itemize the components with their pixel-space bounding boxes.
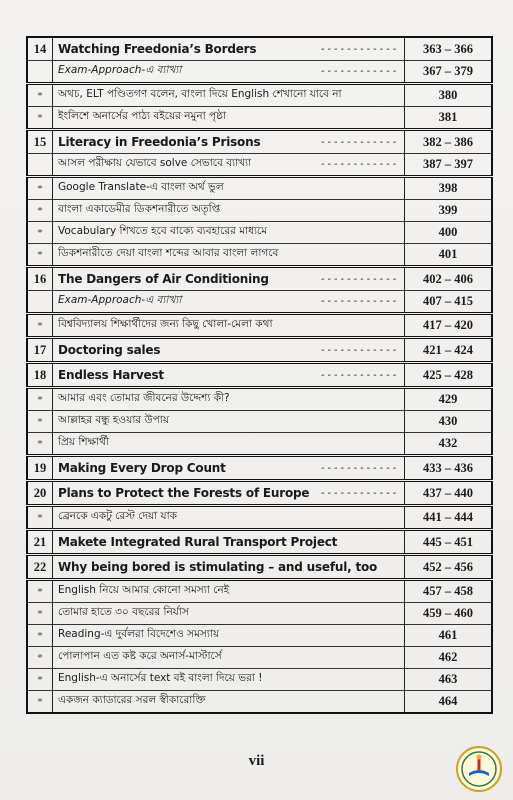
toc-row-number: * <box>27 580 53 603</box>
toc-row <box>27 107 492 130</box>
toc-row <box>27 222 492 244</box>
toc-row-title-cell <box>53 530 405 555</box>
toc-row-title: পোলাপান এত কষ্ট করে অনার্স-মাস্টার্সে <box>58 650 222 662</box>
toc-row <box>27 154 492 177</box>
toc-row-pages: 417 – 420 <box>405 314 493 338</box>
toc-row-pages: 421 – 424 <box>405 338 493 363</box>
toc-row-number: * <box>27 647 53 669</box>
toc-row-title-cell <box>53 37 405 61</box>
toc-row-pages: 430 <box>405 411 493 433</box>
toc-row-title-cell <box>53 291 405 314</box>
toc-row-pages: 437 – 440 <box>405 481 493 506</box>
toc-body <box>27 37 492 713</box>
toc-row-pages: 464 <box>405 691 493 714</box>
toc-row-title-cell <box>53 411 405 433</box>
toc-row-title-cell <box>53 506 405 530</box>
toc-row-leader: ------------ <box>319 369 398 381</box>
toc-row-pages: 432 <box>405 433 493 456</box>
toc-row-number: * <box>27 244 53 267</box>
toc-row <box>27 200 492 222</box>
toc-row-pages: 367 – 379 <box>405 61 493 84</box>
toc-row-leader: ------------ <box>319 136 398 148</box>
toc-row <box>27 481 492 506</box>
toc-row-pages: 402 – 406 <box>405 267 493 291</box>
toc-row-title: আসল পরীক্ষায় যেভাবে solve সেভাবে ব্যাখ্যা <box>58 157 252 169</box>
toc-row-title: Exam-Approach-এ ব্যাখ্যা <box>58 294 182 306</box>
toc-row-title-cell <box>53 200 405 222</box>
toc-row-title-cell <box>53 363 405 388</box>
toc-row <box>27 37 492 61</box>
toc-row <box>27 177 492 200</box>
toc-row-title: ব্রেনকে একটু রেস্ট দেয়া যাক <box>58 510 177 522</box>
toc-row-title: Doctoring sales <box>58 343 161 357</box>
toc-row-pages: 399 <box>405 200 493 222</box>
table-of-contents <box>26 36 493 714</box>
toc-row-title-cell <box>53 267 405 291</box>
toc-row-title-cell <box>53 691 405 714</box>
toc-row-title: ইংলিশে অনার্সের পাঠ্য বইয়ের নমুনা পৃষ্ঠা <box>58 110 227 122</box>
toc-row-pages: 459 – 460 <box>405 603 493 625</box>
toc-row-number: 19 <box>27 456 53 481</box>
toc-row <box>27 691 492 714</box>
toc-row <box>27 555 492 580</box>
toc-row-number: 21 <box>27 530 53 555</box>
toc-row <box>27 625 492 647</box>
toc-row-title: The Dangers of Air Conditioning <box>58 272 269 286</box>
toc-row-number: 22 <box>27 555 53 580</box>
toc-row-title-cell <box>53 84 405 107</box>
toc-row-title: Making Every Drop Count <box>58 461 226 475</box>
toc-row-pages: 457 – 458 <box>405 580 493 603</box>
toc-row <box>27 411 492 433</box>
toc-row-title: Makete Integrated Rural Transport Project <box>58 535 338 549</box>
toc-row-number: * <box>27 625 53 647</box>
toc-row-leader: ------------ <box>319 296 398 307</box>
toc-row-title-cell <box>53 130 405 154</box>
toc-row-pages: 381 <box>405 107 493 130</box>
toc-row-title: আল্লাহর বন্ধু হওয়ার উপায় <box>58 414 170 426</box>
toc-row <box>27 433 492 456</box>
toc-row-leader: ------------ <box>319 487 398 499</box>
toc-row <box>27 267 492 291</box>
toc-row-title: Endless Harvest <box>58 368 164 382</box>
toc-row-number: * <box>27 314 53 338</box>
toc-row-number: * <box>27 388 53 411</box>
toc-row-leader: ------------ <box>319 344 398 356</box>
toc-row-title: ডিকশনারীতে দেয়া বাংলা শব্দের আবার বাংলা লাগবে <box>58 247 279 259</box>
toc-row-number: * <box>27 433 53 456</box>
toc-row <box>27 363 492 388</box>
toc-row-title: Exam-Approach-এ ব্যাখ্যা <box>58 64 182 76</box>
toc-row-title-cell <box>53 107 405 130</box>
toc-row-leader: ------------ <box>319 43 398 55</box>
toc-row-title-cell <box>53 481 405 506</box>
toc-row-number: 15 <box>27 130 53 154</box>
toc-row-pages: 363 – 366 <box>405 37 493 61</box>
toc-row-number <box>27 154 53 177</box>
toc-row-pages: 387 – 397 <box>405 154 493 177</box>
toc-row-pages: 425 – 428 <box>405 363 493 388</box>
toc-row-title: Why being bored is stimulating – and useful, too <box>58 560 378 574</box>
toc-row-number: * <box>27 411 53 433</box>
page-number: vii <box>248 753 265 769</box>
toc-row <box>27 647 492 669</box>
toc-row-title: বাংলা একাডেমীর ডিকশনারীতে অতৃপ্তি <box>58 203 221 215</box>
toc-row-title: Literacy in Freedonia’s Prisons <box>58 135 261 149</box>
toc-row-pages: 445 – 451 <box>405 530 493 555</box>
toc-row-title: Google Translate-এ বাংলা অর্থ ভুল <box>58 181 224 193</box>
toc-row-title-cell <box>53 61 405 84</box>
toc-row-title: প্রিয় শিক্ষার্থী <box>58 436 109 448</box>
toc-row-pages: 441 – 444 <box>405 506 493 530</box>
toc-row-leader: ------------ <box>319 66 398 77</box>
toc-row-leader: ------------ <box>319 159 398 170</box>
toc-row <box>27 669 492 691</box>
toc-row-title: Plans to Protect the Forests of Europe <box>58 486 310 500</box>
toc-row-title: তোমার হাতে ৩০ বছরের নির্যাস <box>58 606 189 618</box>
toc-row-title: English-এ অনার্সের text বই বাংলা দিয়ে ভরা ! <box>58 672 263 684</box>
toc-row-number: * <box>27 603 53 625</box>
toc-row-title: English নিয়ে আমার কোনো সমস্যা নেই <box>58 584 230 596</box>
toc-row-number: * <box>27 691 53 714</box>
toc-row-title: অথচ, ELT পণ্ডিতগণ বলেন, বাংলা দিয়ে English শেখানো যাবে না <box>58 88 342 100</box>
toc-row-pages: 382 – 386 <box>405 130 493 154</box>
toc-row <box>27 456 492 481</box>
toc-row <box>27 84 492 107</box>
toc-row-pages: 380 <box>405 84 493 107</box>
toc-row-pages: 452 – 456 <box>405 555 493 580</box>
toc-row-number: * <box>27 222 53 244</box>
toc-row <box>27 506 492 530</box>
toc-row-title-cell <box>53 669 405 691</box>
toc-row-pages: 463 <box>405 669 493 691</box>
toc-row <box>27 291 492 314</box>
toc-row-title-cell <box>53 647 405 669</box>
toc-row-title-cell <box>53 580 405 603</box>
toc-row <box>27 130 492 154</box>
toc-row-title-cell <box>53 456 405 481</box>
toc-row-number: 16 <box>27 267 53 291</box>
toc-row-pages: 407 – 415 <box>405 291 493 314</box>
toc-row-title: Vocabulary শিখতে হবে বাক্যে ব্যবহারের মাধ্যমে <box>58 225 268 237</box>
toc-row-pages: 401 <box>405 244 493 267</box>
toc-row-title: বিশ্ববিদ্যালয় শিক্ষার্থীদের জন্য কিছু খোলা-মেলা কথা <box>58 318 273 330</box>
toc-row-title-cell <box>53 222 405 244</box>
toc-row-number <box>27 291 53 314</box>
toc-row-title-cell <box>53 154 405 177</box>
publisher-logo-icon <box>455 745 503 793</box>
toc-row-number: * <box>27 177 53 200</box>
toc-row-number: * <box>27 200 53 222</box>
toc-row-title-cell <box>53 338 405 363</box>
toc-row <box>27 603 492 625</box>
toc-row <box>27 530 492 555</box>
toc-row-title-cell <box>53 244 405 267</box>
toc-row-pages: 398 <box>405 177 493 200</box>
toc-row-title-cell <box>53 555 405 580</box>
toc-row-number: 17 <box>27 338 53 363</box>
toc-row-title: Reading-এ দুর্বলরা বিদেশেও সমস্যায় <box>58 628 220 640</box>
toc-row-title-cell <box>53 625 405 647</box>
toc-row-title: আমার এবং তোমার জীবনের উদ্দেশ্য কী? <box>58 392 230 404</box>
toc-row-title-cell <box>53 433 405 456</box>
toc-row-number: 18 <box>27 363 53 388</box>
toc-row-number: * <box>27 84 53 107</box>
toc-row <box>27 388 492 411</box>
toc-row <box>27 244 492 267</box>
toc-row-number: * <box>27 506 53 530</box>
toc-row <box>27 580 492 603</box>
toc-row <box>27 338 492 363</box>
toc-row-pages: 400 <box>405 222 493 244</box>
toc-row-number: * <box>27 669 53 691</box>
toc-row-title-cell <box>53 603 405 625</box>
toc-row-leader: ------------ <box>319 273 398 285</box>
toc-row-pages: 461 <box>405 625 493 647</box>
toc-row <box>27 314 492 338</box>
toc-row-pages: 433 – 436 <box>405 456 493 481</box>
toc-row-number: * <box>27 107 53 130</box>
toc-row-number <box>27 61 53 84</box>
toc-row-title: একজন ক্যাডারের সরল স্বীকারোক্তি <box>58 694 206 706</box>
toc-row-title-cell <box>53 177 405 200</box>
toc-row-pages: 462 <box>405 647 493 669</box>
toc-row-title-cell <box>53 388 405 411</box>
toc-row-title: Watching Freedonia’s Borders <box>58 42 257 56</box>
toc-row-title-cell <box>53 314 405 338</box>
toc-row-number: 20 <box>27 481 53 506</box>
toc-row-number: 14 <box>27 37 53 61</box>
toc-row-pages: 429 <box>405 388 493 411</box>
toc-row <box>27 61 492 84</box>
toc-row-leader: ------------ <box>319 462 398 474</box>
